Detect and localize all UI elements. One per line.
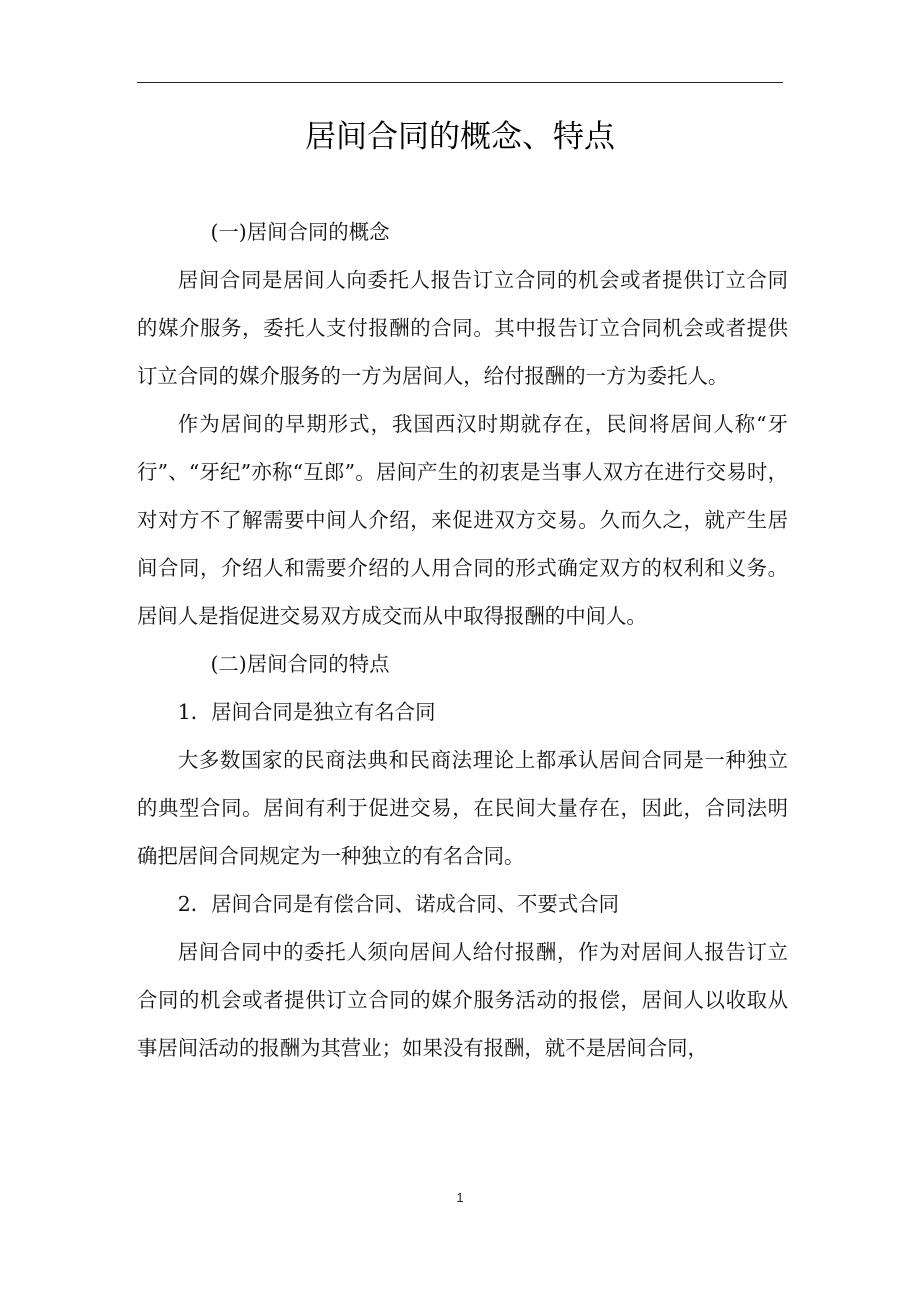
document-body [137, 208, 788, 1072]
paragraph-independent-contract: 大多数国家的民商法典和民商法理论上都承认居间合同是一种独立的典型合同。居间有利于促进交易，在民间大量存在，因此，合同法明确把居间合同规定为一种独立的有名合同。 [137, 748, 788, 868]
section-heading-concept: (一)居间合同的概念 [210, 220, 390, 244]
paragraph-paid-contract: 居间合同中的委托人须向居间人给付报酬，作为对居间人报告订立合同的机会或者提供订立合同的媒介服务活动的报偿，居间人以收取从事居间活动的报酬为其营业；如果没有报酬，就不是居间合同， [137, 940, 788, 1060]
header-rule [137, 82, 783, 83]
point-heading-2: 2．居间合同是有偿合同、诺成合同、不要式合同 [177, 892, 619, 916]
paragraph-history: 作为居间的早期形式，我国西汉时期就存在，民间将居间人称“牙行”、“牙纪”亦称“互郎”。居间产生的初衷是当事人双方在进行交易时，对对方不了解需要中间人介绍，来促进双方交易。久而久之，就产生居间合同，介绍人和需要介绍的人用合同的形式确定双方的权利和义务。居间人是指促进交易双方成交而从中取得报酬的中间人。 [137, 412, 788, 628]
document-title: 居间合同的概念、特点 [305, 119, 615, 155]
page-number: 1 [456, 1190, 464, 1205]
section-heading-features: (二)居间合同的特点 [210, 652, 390, 676]
point-heading-1: 1．居间合同是独立有名合同 [177, 700, 436, 724]
paragraph-definition: 居间合同是居间人向委托人报告订立合同的机会或者提供订立合同的媒介服务，委托人支付报酬的合同。其中报告订立合同机会或者提供订立合同的媒介服务的一方为居间人，给付报酬的一方为委托人。 [137, 268, 788, 388]
